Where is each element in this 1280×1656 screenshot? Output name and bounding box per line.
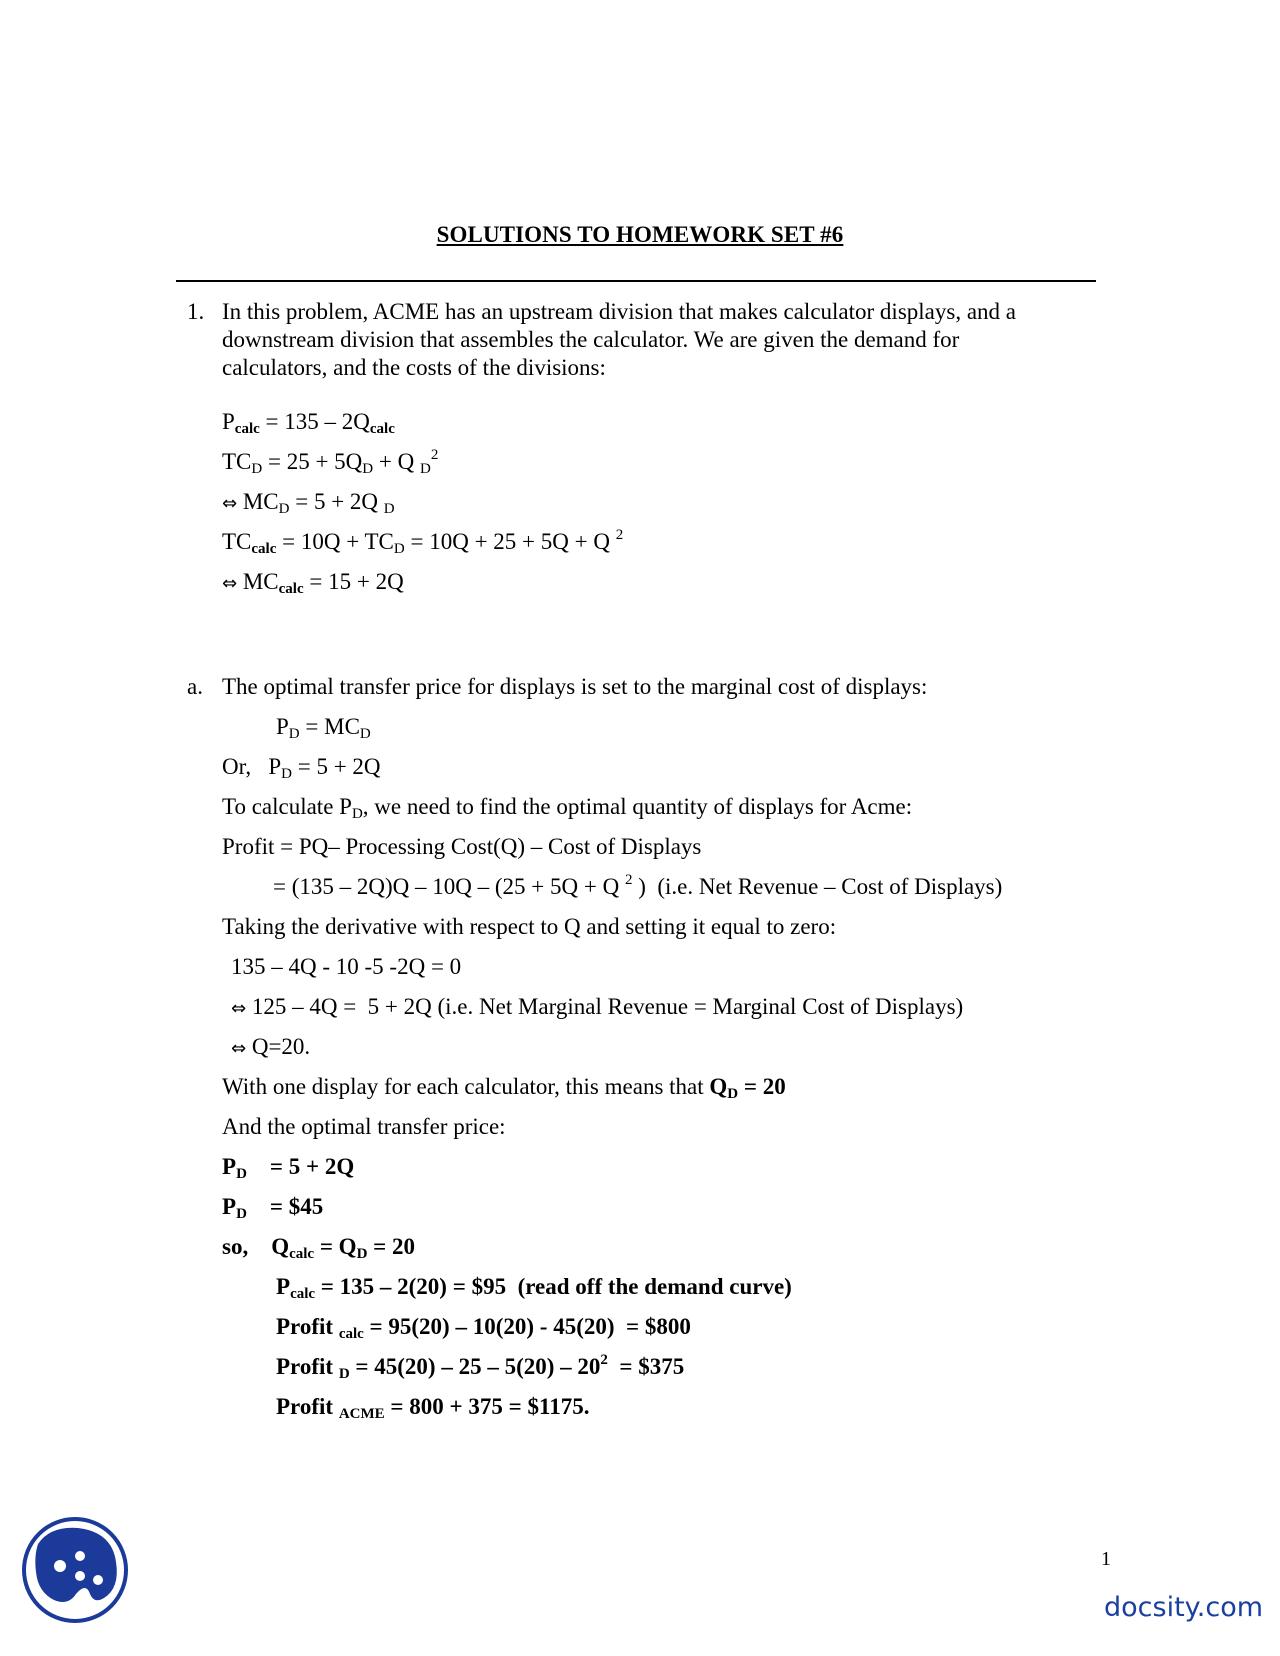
profit-expression: = (135 – 2Q)Q – 10Q – (25 + 5Q + Q $^2$ ) (i.e. Net Revenue – Cost of Displays) [273, 872, 1003, 899]
part-label: a. [187, 674, 203, 699]
double-arrow-icon: ⇔ [231, 1038, 247, 1059]
result-profit-acme: Profit $_{ACME}$ = 800 + 375 = $1175. [276, 1394, 590, 1422]
part-a-text: The optimal transfer price for displays is set to the marginal cost of displays: [222, 674, 928, 699]
derivative-line: Taking the derivative with respect to Q and setting it equal to zero: [222, 914, 837, 939]
or-equation: Or, $P_D = 5 + 2Q$ [222, 754, 381, 782]
intro-line-2: downstream division that assembles the calculator. We are given the demand for [222, 327, 960, 352]
derivative-step-1: 135 – 4Q - 10 -5 -2Q = 0 [231, 954, 462, 979]
double-arrow-icon: ⇔ [222, 493, 238, 514]
derivative-step-3: ⇔ Q=20. [231, 1034, 311, 1059]
page-title: SOLUTIONS TO HOMEWORK SET #6 [436, 222, 844, 247]
equation-tc-calc: $TC_{calc} = 10Q + TC_D = 10Q + 25 + 5Q + Q$ $^2$ [222, 527, 624, 557]
problem-number: 1. [187, 299, 205, 324]
transfer-price-line: And the optimal transfer price: [222, 1114, 506, 1139]
derivative-step-2: ⇔ 125 – 4Q = 5 + 2Q (i.e. Net Marginal Revenue = Marginal Cost of Displays) [231, 994, 964, 1019]
profit-line: Profit = PQ– Processing Cost(Q) – Cost of Displays [222, 834, 702, 859]
equation-demand: $P_{calc} = 135 - 2Q_{calc}$ [222, 409, 395, 437]
docsity-logo-icon[interactable] [20, 1514, 130, 1626]
page-number: 1 [1101, 1548, 1111, 1570]
intro-line-3: calculators, and the costs of the divisions: [222, 355, 606, 380]
equation-tc-displays: $TC_D = 25 + 5Q_D + Q$ $_D^2$ [222, 447, 439, 477]
result-pd-formula: $P_D$ = 5 + 2Q [222, 1154, 355, 1182]
intro-line-1: In this problem, ACME has an upstream division that makes calculator displays, and a [222, 299, 1016, 324]
docsity-brand-link[interactable]: docsity.com [1104, 1592, 1264, 1623]
double-arrow-icon: ⇔ [231, 998, 247, 1019]
equation-mc-calc: ⇔ $MC_{calc} = 15 + 2Q$ [222, 569, 404, 597]
calc-pd-line: To calculate $P_D$, we need to find the optimal quantity of displays for Acme: [222, 794, 913, 822]
result-quantity: so, $Q_{calc} = Q_D = 20$ [222, 1234, 416, 1262]
equation-mc-displays: ⇔ $MC_D = 5 + 2Q$ $_D$ [222, 489, 395, 517]
result-profit-calc: Profit $_{calc}$ = 95(20) – 10(20) - 45(20) = $800 [276, 1314, 691, 1342]
double-arrow-icon: ⇔ [222, 573, 238, 594]
result-pd-value: $P_D$ = $45 [222, 1194, 324, 1222]
title-divider [176, 280, 1096, 282]
result-profit-displays: Profit $_D = 45(20) - 25 - 5(20) - 20^2$ = $375 [276, 1352, 685, 1382]
result-pcalc: $P_{calc} = 135 - 2(20)$ = $95 (read off the demand curve) [276, 1274, 792, 1302]
one-display-line: With one display for each calculator, this means that $Q_D = 20$ [222, 1074, 786, 1102]
transfer-price-equation: $P_D = MC_D$ [276, 714, 371, 742]
